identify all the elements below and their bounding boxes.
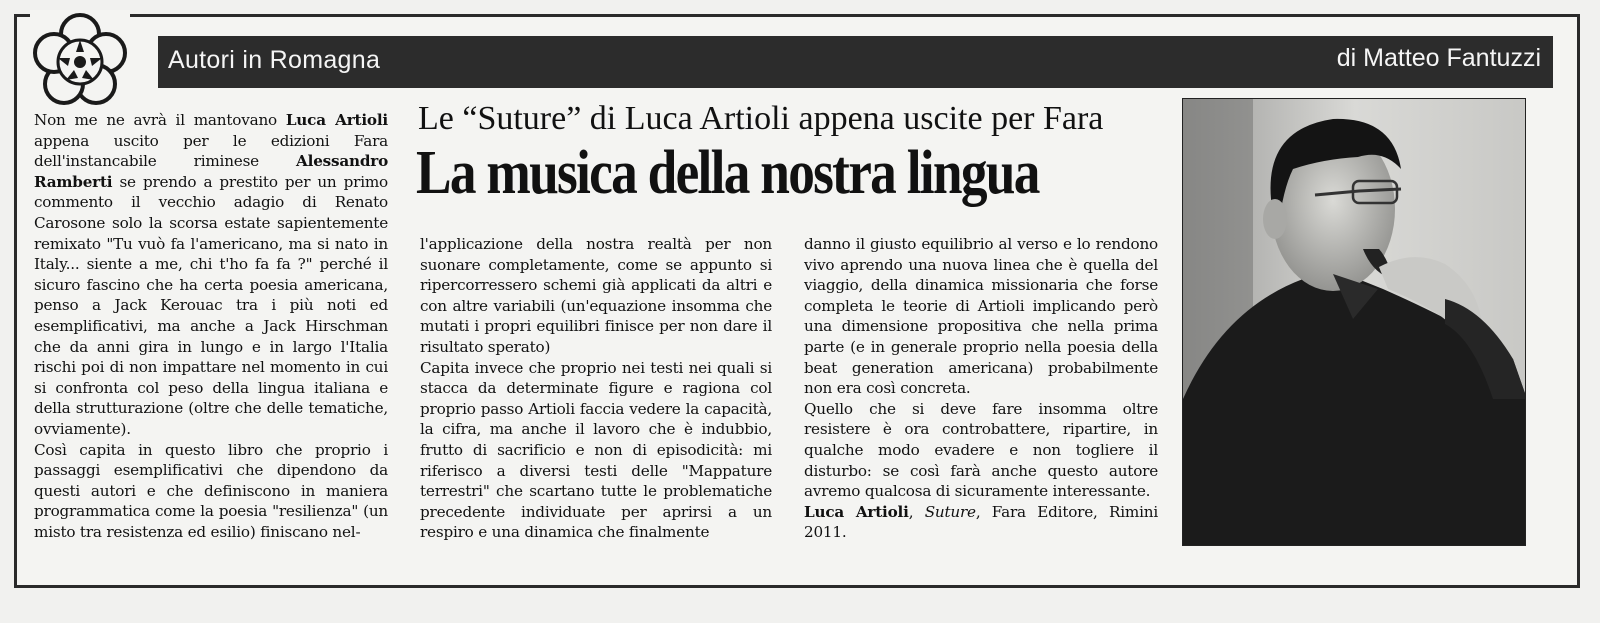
article-headline: La musica della nostra lingua [416, 139, 1039, 207]
paragraph: danno il giusto equilibrio al verso e lo rendono vivo aprendo una nuova linea che è quella del viaggio, della dinamica missionaria che forse completa le teorie di Artioli implicando però una dimensione propositiva che nella prima parte (e in generale proprio nella poesia della beat generation americana) probabilmente non era così concreta. [804, 235, 1158, 398]
paragraph: l'applicazione della nostra realtà per non suonare completamente, come se appunto si ripercorressero schemi già applicati da altri e con altre variabili (un'equazione insomma che mutati i propri equilibri finisce per non dare il risultato sperato) [420, 235, 772, 356]
article-column-2 [420, 234, 772, 543]
article-column-3 [804, 234, 1158, 543]
article-kicker: Le “Suture” di Luca Artioli appena uscite per Fara [418, 100, 1104, 137]
paragraph: Capita invece che proprio nei testi nei quali si stacca da determinate figure e ragiona col proprio passo Artioli faccia vedere la capacità, la cifra, ma anche il lavoro che è indubbio, frutto di sacrificio e non di episodicità: mi riferisco a diversi testi delle "Mappature terrestri" che scartano tutte le problematiche precedente individuate per aprirsi a un respiro e una dinamica che finalmente [420, 358, 772, 542]
paragraph: Così capita in questo libro che proprio i passaggi esemplificativi che dipendono da questi autori e che definiscono in maniera programmatica come la poesia "resilienza" (un misto tra resistenza ed esilio) finiscano nel- [34, 440, 388, 541]
author-byline: di Matteo Fantuzzi [1336, 44, 1541, 72]
paragraph: Non me ne avrà il mantovano Luca Artioli appena uscito per le edizioni Fara dell'instancabile riminese Alessandro Ramberti se prendo a prestito per un primo commento il vecchio adagio di Renato Carosone solo la scorsa estate sapientemente remixato "Tu vuò fa l'americano, ma si nato in Italy... siente a me, chi t'ho fa fa ?" perché il sicuro fascino che ha certa poesia americana, penso a Jack Kerouac tra i più noti ed esemplificativi, ma anche a Jack Hirschman che da anni gira in lungo e in largo l'Italia rischi poi di non impattare nel momento in cui si confronta col peso della lingua italiana e della strutturazione (oltre che delle tematiche, ovviamente). [34, 111, 388, 438]
book-reference: Luca Artioli, Suture, Fara Editore, Rimini 2011. [804, 502, 1158, 542]
portrait-photo-icon [1182, 98, 1526, 546]
section-header [158, 36, 1553, 88]
rose-logo-icon [30, 10, 130, 110]
paragraph: Quello che si deve fare insomma oltre resistere è ora controbattere, ripartire, in qualche modo evadere e non togliere il disturbo: se così farà anche questo autore avremo qualcosa di sicuramente interessante. [804, 399, 1158, 501]
section-rubric: Autori in Romagna [168, 46, 381, 74]
article-column-1 [34, 110, 388, 542]
